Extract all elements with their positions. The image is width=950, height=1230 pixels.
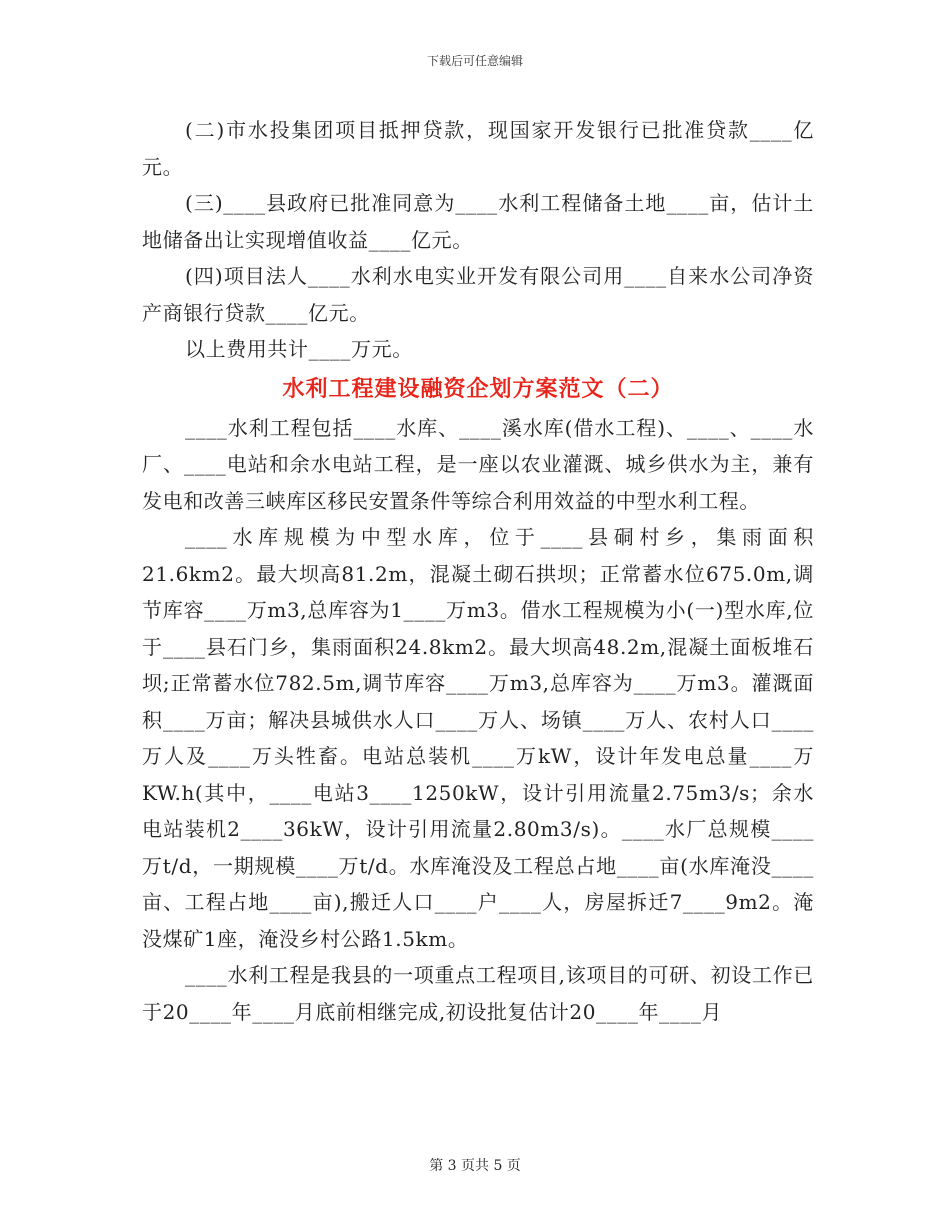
paragraph-reservoir-specs: ____水库规模为中型水库，位于____县硐村乡，集雨面积21.6km2。最大坝高81.2m，混凝土砌石拱坝；正常蓄水位675.0m,调节库容____万m3,总库容为1____万m3。借水工程规模为小(一)型水库,位于____县石门乡，集雨面积24.8km2。最大坝高48.2m,混凝土面板堆石坝;正常蓄水位782.5m,调节库容____万m3,总库容为____万m3。灌溉面积____万亩；解决县城供水人口____万人、场镇____万人、农村人口____万人及____万头牲畜。电站总装机____万kW，设计年发电总量____万KW.h(其中，____电站3____1250kW，设计引用流量2.75m3/s；余水电站装机2____36kW，设计引用流量2.80m3/s)。____水厂总规模____万t/d，一期规模____万t/d。水库淹没及工程总占地____亩(水库淹没____亩、工程占地____亩),搬迁人口____户____人，房屋拆迁7____9m2。淹没煤矿1座，淹没乡村公路1.5km。 (142, 525, 814, 951)
paragraph-loan-2: (二)市水投集团项目抵押贷款，现国家开发银行已批准贷款____亿元。 (142, 118, 814, 179)
paragraph-loan-3: (三)____县政府已批准同意为____水利工程储备土地____亩，估计土地储备出让实现增值收益____亿元。 (142, 191, 814, 252)
document-body (142, 112, 814, 1030)
paragraph-progress: ____水利工程是我县的一项重点工程项目,该项目的可研、初设工作已于20____年____月底前相继完成,初设批复估计20____年____月 (142, 963, 814, 1024)
paragraph-loan-4: (四)项目法人____水利水电实业开发有限公司用____自来水公司净资产商银行贷款____亿元。 (142, 264, 814, 325)
section-title: 水利工程建设融资企划方案范文（二） (282, 375, 674, 402)
page-header: 下载后可任意编辑 (426, 54, 523, 68)
page-footer: 第 3 页共 5 页 (429, 1158, 521, 1174)
paragraph-project-scope: ____水利工程包括____水库、____溪水库(借水工程)、____、____水厂、____电站和余水电站工程，是一座以农业灌溉、城乡供水为主，兼有发电和改善三峡库区移民安置条件等综合利用效益的中型水利工程。 (142, 415, 814, 513)
paragraph-total: 以上费用共计____万元。 (185, 337, 413, 361)
